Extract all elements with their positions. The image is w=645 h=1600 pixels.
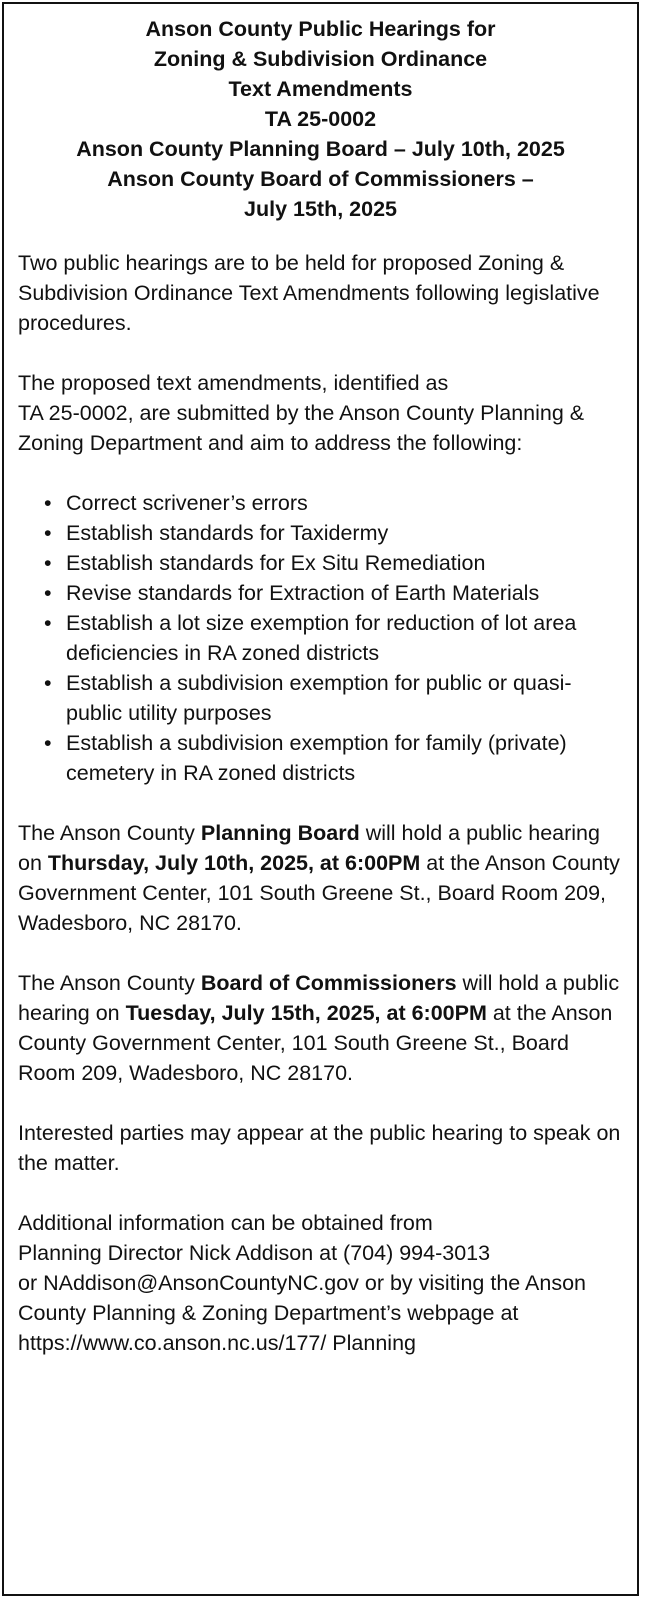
list-item-text: Establish standards for Ex Situ Remediation xyxy=(66,551,486,575)
list-item-text: Establish a lot size exemption for reduction of lot area deficiencies in RA zoned districts xyxy=(66,611,577,665)
planning-board-name: Planning Board xyxy=(200,821,360,845)
title-line: Text Amendments xyxy=(228,77,413,101)
text-run: will hold a public hearing on xyxy=(18,821,600,875)
proposal-line1: The proposed text amendments, identified as xyxy=(18,371,449,395)
title-line: Zoning & Subdivision Ordinance xyxy=(153,47,488,71)
bullet-icon: • xyxy=(44,491,52,515)
info-line2: Planning Director Nick Addison at (704) 994-3013 xyxy=(18,1241,491,1265)
text-run: The Anson County xyxy=(18,821,201,845)
commissioners-datetime: Tuesday, July 15th, 2025, at 6:00PM xyxy=(125,1001,487,1025)
list-item xyxy=(44,518,623,548)
proposal-paragraph xyxy=(18,368,623,458)
title-line: Anson County Public Hearings for xyxy=(145,17,496,41)
bullet-icon: • xyxy=(44,671,52,695)
commissioners-name: Board of Commissioners xyxy=(200,971,457,995)
list-item xyxy=(44,548,623,578)
planning-board-datetime: Thursday, July 10th, 2025, at 6:00PM xyxy=(47,851,421,875)
amendment-list xyxy=(18,488,623,788)
proposal-rest: TA 25-0002, are submitted by the Anson County Planning & Zoning Department and aim to address the following: xyxy=(18,401,585,455)
text-run: at the Anson County Government Center, 101 South Greene St., Board Room 209, Wadesboro, NC 28170. xyxy=(18,851,620,935)
bullet-icon: • xyxy=(44,521,52,545)
bullet-icon: • xyxy=(44,581,52,605)
title-line: July 15th, 2025 xyxy=(244,197,397,221)
list-item xyxy=(44,578,623,608)
info-line1: Additional information can be obtained from xyxy=(18,1211,433,1235)
notice-title xyxy=(18,14,623,224)
list-item-text: Correct scrivener’s errors xyxy=(66,491,308,515)
notice-body xyxy=(18,248,623,1358)
list-item xyxy=(44,728,623,788)
list-item-text: Revise standards for Extraction of Earth Materials xyxy=(66,581,540,605)
public-notice xyxy=(2,2,639,1596)
info-rest: or NAddison@AnsonCountyNC.gov or by visiting the Anson County Planning & Zoning Department’s webpage at https://www.co.anson.nc.us/177/ Planning xyxy=(18,1271,586,1355)
text-run: will hold a public hearing on xyxy=(18,971,620,1025)
bullet-icon: • xyxy=(44,731,52,755)
title-line: Anson County Planning Board – July 10th, 2025 xyxy=(76,137,565,161)
additional-info-paragraph xyxy=(18,1208,623,1358)
interested-parties-paragraph: Interested parties may appear at the public hearing to speak on the matter. xyxy=(18,1121,621,1175)
commissioners-paragraph xyxy=(18,968,623,1088)
title-line: Anson County Board of Commissioners – xyxy=(107,167,534,191)
intro-paragraph: Two public hearings are to be held for proposed Zoning & Subdivision Ordinance Text Amendments following legislative procedures. xyxy=(18,251,600,335)
planning-board-paragraph xyxy=(18,818,623,938)
text-run: at the Anson County Government Center, 101 South Greene St., Board Room 209, Wadesboro, NC 28170. xyxy=(18,1001,613,1085)
bullet-icon: • xyxy=(44,551,52,575)
title-line: TA 25-0002 xyxy=(264,107,377,131)
list-item xyxy=(44,488,623,518)
list-item-text: Establish a subdivision exemption for family (private) cemetery in RA zoned districts xyxy=(66,731,567,785)
text-run: The Anson County xyxy=(18,971,201,995)
bullet-icon: • xyxy=(44,611,52,635)
list-item xyxy=(44,668,623,728)
list-item-text: Establish a subdivision exemption for public or quasi-public utility purposes xyxy=(66,671,572,725)
list-item-text: Establish standards for Taxidermy xyxy=(66,521,389,545)
list-item xyxy=(44,608,623,668)
